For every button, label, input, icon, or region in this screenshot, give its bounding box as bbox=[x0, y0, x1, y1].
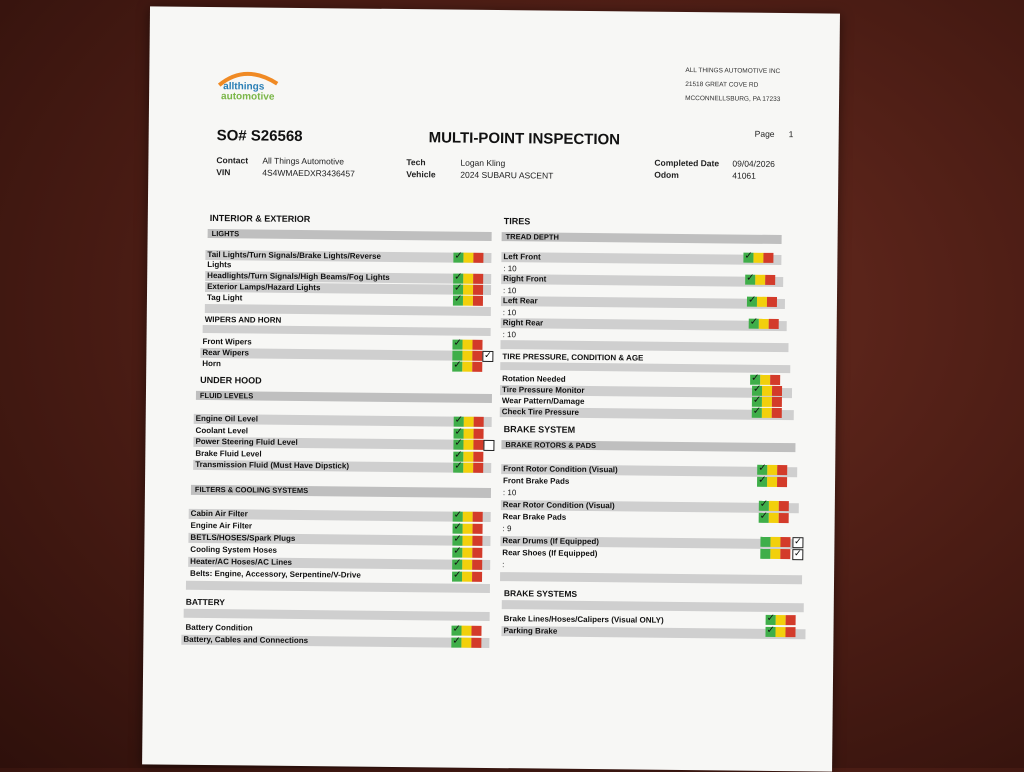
logo-text-line1: allthings bbox=[223, 81, 265, 93]
status-urgent-box[interactable] bbox=[779, 501, 789, 511]
status-good-box[interactable] bbox=[759, 513, 769, 523]
subsection-lights bbox=[208, 229, 492, 241]
rear-drums-checkbox[interactable]: ✓ bbox=[794, 537, 802, 548]
status-urgent-box[interactable] bbox=[772, 397, 782, 407]
status-good-box[interactable] bbox=[453, 296, 463, 306]
status-urgent-box[interactable] bbox=[472, 351, 482, 361]
status-transmission-fluid[interactable] bbox=[453, 463, 483, 473]
item-power-steering: Power Steering Fluid Level bbox=[195, 436, 298, 447]
item-front-wipers: Front Wipers bbox=[202, 336, 252, 347]
status-good-box[interactable] bbox=[745, 275, 755, 285]
status-good-box[interactable] bbox=[452, 560, 462, 570]
status-urgent-box[interactable] bbox=[473, 463, 483, 473]
status-rear-brake-pads[interactable] bbox=[759, 513, 789, 523]
status-urgent-box[interactable] bbox=[474, 429, 484, 439]
item-rear-drums: Rear Drums (If Equipped) bbox=[502, 536, 599, 547]
tech-value: Logan Kling bbox=[460, 157, 506, 169]
item-cabin-air-filter: Cabin Air Filter bbox=[190, 508, 248, 519]
item-engine-oil: Engine Oil Level bbox=[195, 413, 259, 424]
status-urgent-box[interactable] bbox=[772, 408, 782, 418]
status-heater-ac[interactable] bbox=[452, 560, 482, 570]
status-caution-box[interactable] bbox=[759, 319, 769, 329]
status-urgent-box[interactable] bbox=[767, 297, 777, 307]
item-horn: Horn bbox=[202, 358, 222, 369]
status-urgent-box[interactable] bbox=[473, 274, 483, 284]
status-urgent-box[interactable] bbox=[472, 362, 482, 372]
power-steering-checkbox[interactable] bbox=[483, 440, 494, 451]
status-check-tire-pressure[interactable] bbox=[752, 408, 782, 418]
status-left-rear[interactable] bbox=[747, 297, 777, 307]
company-address bbox=[685, 64, 781, 107]
company-street: 21518 GREAT COVE RD bbox=[685, 80, 759, 89]
status-good-box[interactable] bbox=[453, 253, 463, 263]
status-good-box[interactable] bbox=[452, 362, 462, 372]
item-exterior-lamps: Exterior Lamps/Hazard Lights bbox=[207, 282, 321, 293]
value-rear-brake-pads: : 9 bbox=[502, 524, 512, 534]
status-cooling-hoses[interactable] bbox=[452, 548, 482, 558]
row-shading bbox=[205, 304, 491, 316]
value-front-brake-pads: : 10 bbox=[502, 488, 517, 498]
company-name: ALL THINGS AUTOMOTIVE INC bbox=[685, 66, 781, 75]
status-belts-engine[interactable] bbox=[452, 572, 482, 582]
value-left-rear: : 10 bbox=[502, 308, 517, 318]
status-rear-drums[interactable] bbox=[760, 537, 790, 547]
row-shading bbox=[502, 600, 804, 612]
item-parking-brake: Parking Brake bbox=[503, 626, 558, 636]
completed-label: Completed Date bbox=[654, 157, 720, 169]
status-good-box[interactable] bbox=[451, 638, 461, 648]
status-caution-box[interactable] bbox=[463, 296, 473, 306]
status-good-box[interactable] bbox=[765, 627, 775, 637]
section-tire-pressure: TIRE PRESSURE, CONDITION & AGE bbox=[502, 352, 644, 363]
status-caution-box[interactable] bbox=[463, 285, 473, 295]
section-battery: BATTERY bbox=[185, 596, 226, 608]
completed-value: 09/04/2026 bbox=[732, 158, 776, 169]
status-caution-box[interactable] bbox=[464, 429, 474, 439]
status-urgent-box[interactable] bbox=[770, 375, 780, 385]
item-cooling-hoses: Cooling System Hoses bbox=[190, 544, 278, 555]
item-heater-ac: Heater/AC Hoses/AC Lines bbox=[190, 556, 293, 567]
status-left-front[interactable] bbox=[743, 253, 773, 263]
page-number: 1 bbox=[788, 129, 794, 140]
item-headlights: Headlights/Turn Signals/High Beams/Fog Lights bbox=[207, 271, 390, 282]
row-shading bbox=[501, 252, 781, 265]
status-belts-hoses-plugs[interactable] bbox=[452, 536, 482, 546]
status-good-box[interactable] bbox=[757, 477, 767, 487]
status-caution-box[interactable] bbox=[461, 638, 471, 648]
status-caution-box[interactable] bbox=[462, 340, 472, 350]
status-urgent-box[interactable] bbox=[785, 627, 795, 637]
inspection-sheet bbox=[142, 6, 840, 771]
section-wipers-horn: WIPERS AND HORN bbox=[204, 314, 282, 325]
status-good-box[interactable] bbox=[759, 501, 769, 511]
status-caution-box[interactable] bbox=[770, 537, 780, 547]
rear-shoes-checkbox[interactable]: ✓ bbox=[793, 549, 802, 560]
row-shading bbox=[500, 572, 802, 584]
status-urgent-box[interactable] bbox=[474, 417, 484, 427]
status-caution-box[interactable] bbox=[462, 351, 472, 361]
status-caution-box[interactable] bbox=[463, 440, 473, 450]
status-good-box[interactable] bbox=[752, 408, 762, 418]
subsection-label: BRAKE ROTORS & PADS bbox=[505, 440, 597, 451]
subsection-label: TREAD DEPTH bbox=[505, 232, 560, 242]
status-caution-box[interactable] bbox=[769, 513, 779, 523]
section-interior-exterior: INTERIOR & EXTERIOR bbox=[209, 213, 311, 225]
status-urgent-box[interactable] bbox=[763, 253, 773, 263]
status-battery-condition[interactable] bbox=[451, 626, 481, 636]
status-urgent-box[interactable] bbox=[473, 296, 483, 306]
subsection-rotors-pads bbox=[501, 440, 795, 452]
status-good-box[interactable] bbox=[743, 253, 753, 263]
status-good-box[interactable] bbox=[757, 465, 767, 475]
status-horn[interactable] bbox=[452, 362, 482, 372]
item-left-rear: Left Rear bbox=[502, 296, 538, 306]
section-brake-system: BRAKE SYSTEM bbox=[503, 424, 576, 435]
section-tires: TIRES bbox=[503, 216, 531, 227]
item-battery-condition: Battery Condition bbox=[185, 622, 253, 633]
status-tag-light[interactable] bbox=[453, 296, 483, 306]
status-good-box[interactable] bbox=[452, 340, 462, 350]
item-rear-rotor: Rear Rotor Condition (Visual) bbox=[502, 500, 615, 511]
value-left-front: : 10 bbox=[503, 264, 517, 274]
status-urgent-box[interactable] bbox=[472, 340, 482, 350]
status-caution-box[interactable] bbox=[770, 549, 780, 559]
status-caution-box[interactable] bbox=[762, 408, 772, 418]
status-urgent-box[interactable] bbox=[473, 452, 483, 462]
vin-label: VIN bbox=[216, 167, 231, 178]
status-caution-box[interactable] bbox=[464, 417, 474, 427]
status-urgent-box[interactable] bbox=[473, 285, 483, 295]
item-front-rotor: Front Rotor Condition (Visual) bbox=[503, 464, 618, 475]
subsection-filters-cooling bbox=[191, 485, 491, 498]
page-title: MULTI-POINT INSPECTION bbox=[428, 129, 621, 149]
status-urgent-box[interactable] bbox=[765, 275, 775, 285]
item-check-tire-pressure: Check Tire Pressure bbox=[501, 407, 580, 417]
status-good-box[interactable] bbox=[760, 537, 770, 547]
value-rear-shoes: : bbox=[502, 560, 505, 570]
status-caution-box[interactable] bbox=[463, 274, 473, 284]
status-caution-box[interactable] bbox=[767, 477, 777, 487]
status-good-box[interactable] bbox=[749, 319, 759, 329]
status-good-box[interactable] bbox=[453, 512, 463, 522]
row-shading bbox=[184, 609, 490, 621]
section-brake-systems: BRAKE SYSTEMS bbox=[503, 588, 578, 599]
status-good-box[interactable] bbox=[452, 572, 462, 582]
item-brake-lines: Brake Lines/Hoses/Calipers (Visual ONLY) bbox=[503, 614, 664, 625]
status-urgent-box[interactable] bbox=[777, 465, 787, 475]
status-caution-box[interactable] bbox=[762, 397, 772, 407]
status-good-box[interactable] bbox=[452, 548, 462, 558]
status-urgent-box[interactable] bbox=[472, 572, 482, 582]
status-urgent-box[interactable] bbox=[473, 512, 483, 522]
item-battery-cables: Battery, Cables and Connections bbox=[183, 634, 309, 646]
item-front-brake-pads: Front Brake Pads bbox=[503, 476, 570, 486]
status-caution-box[interactable] bbox=[462, 548, 472, 558]
status-rear-shoes[interactable] bbox=[760, 549, 790, 559]
status-engine-air-filter[interactable] bbox=[453, 524, 483, 534]
item-belts-engine: Belts: Engine, Accessory, Serpentine/V-Drive bbox=[190, 568, 361, 580]
status-caution-box[interactable] bbox=[463, 452, 473, 462]
status-battery-cables[interactable] bbox=[451, 638, 481, 648]
status-front-rotor[interactable] bbox=[757, 465, 787, 475]
subsection-label: FILTERS & COOLING SYSTEMS bbox=[194, 484, 309, 496]
row-shading bbox=[500, 340, 788, 352]
status-urgent-box[interactable] bbox=[777, 477, 787, 487]
subsection-fluid-levels bbox=[196, 391, 492, 403]
status-urgent-box[interactable] bbox=[473, 440, 483, 450]
item-rear-wipers: Rear Wipers bbox=[202, 347, 250, 358]
status-engine-oil[interactable] bbox=[454, 417, 484, 427]
item-belts-hoses-plugs: BETLS/HOSES/Spark Plugs bbox=[190, 532, 296, 543]
subsection-tread-depth bbox=[502, 232, 782, 244]
vehicle-label: Vehicle bbox=[406, 169, 436, 180]
status-urgent-box[interactable] bbox=[472, 536, 482, 546]
status-good-box[interactable] bbox=[451, 626, 461, 636]
status-brake-lines[interactable] bbox=[766, 615, 796, 625]
row-shading bbox=[501, 296, 785, 309]
item-coolant: Coolant Level bbox=[195, 425, 249, 436]
logo-text-line2: automotive bbox=[221, 91, 275, 103]
status-power-steering[interactable] bbox=[453, 440, 483, 450]
status-good-box[interactable] bbox=[453, 440, 463, 450]
so-number: SO# S26568 bbox=[216, 127, 303, 145]
odom-value: 41061 bbox=[732, 170, 756, 181]
status-right-front[interactable] bbox=[745, 275, 775, 285]
status-caution-box[interactable] bbox=[463, 253, 473, 263]
item-right-front: Right Front bbox=[503, 274, 547, 284]
tech-label: Tech bbox=[406, 157, 426, 168]
status-good-box[interactable] bbox=[747, 297, 757, 307]
status-urgent-box[interactable] bbox=[772, 386, 782, 396]
status-caution-box[interactable] bbox=[760, 375, 770, 385]
status-caution-box[interactable] bbox=[767, 465, 777, 475]
status-caution-box[interactable] bbox=[462, 536, 472, 546]
status-parking-brake[interactable] bbox=[765, 627, 795, 637]
status-caution-box[interactable] bbox=[463, 463, 473, 473]
status-cabin-air-filter[interactable] bbox=[453, 512, 483, 522]
row-shading bbox=[500, 362, 790, 373]
item-engine-air-filter: Engine Air Filter bbox=[190, 520, 253, 531]
status-front-brake-pads[interactable] bbox=[757, 477, 787, 487]
value-right-front: : 10 bbox=[503, 286, 517, 296]
status-caution-box[interactable] bbox=[461, 626, 471, 636]
status-caution-box[interactable] bbox=[462, 572, 472, 582]
subsection-label: LIGHTS bbox=[211, 229, 240, 239]
status-right-rear[interactable] bbox=[749, 319, 779, 329]
company-logo bbox=[215, 67, 285, 108]
status-urgent-box[interactable] bbox=[473, 253, 483, 263]
item-wear-pattern: Wear Pattern/Damage bbox=[501, 396, 585, 406]
row-shading bbox=[203, 325, 491, 336]
value-right-rear: : 10 bbox=[502, 330, 516, 340]
item-transmission-fluid: Transmission Fluid (Must Have Dipstick) bbox=[195, 459, 350, 471]
status-caution-box[interactable] bbox=[462, 362, 472, 372]
status-good-box[interactable] bbox=[453, 524, 463, 534]
status-caution-box[interactable] bbox=[463, 524, 473, 534]
row-shading bbox=[186, 581, 490, 593]
status-urgent-box[interactable] bbox=[780, 549, 790, 559]
item-brake-fluid: Brake Fluid Level bbox=[195, 448, 262, 459]
item-tag-light: Tag Light bbox=[206, 292, 243, 303]
item-rear-shoes: Rear Shoes (If Equipped) bbox=[502, 548, 598, 559]
status-good-box[interactable] bbox=[766, 615, 776, 625]
vehicle-value: 2024 SUBARU ASCENT bbox=[460, 169, 554, 181]
item-right-rear: Right Rear bbox=[502, 318, 544, 328]
odom-label: Odom bbox=[654, 169, 679, 180]
status-urgent-box[interactable] bbox=[786, 615, 796, 625]
status-good-box[interactable] bbox=[453, 463, 463, 473]
page-label: Page bbox=[754, 128, 775, 139]
status-caution-box[interactable] bbox=[753, 253, 763, 263]
status-urgent-box[interactable] bbox=[780, 537, 790, 547]
contact-label: Contact bbox=[216, 155, 249, 166]
row-shading bbox=[501, 318, 787, 331]
item-rotation-needed: Rotation Needed bbox=[502, 374, 566, 384]
status-urgent-box[interactable] bbox=[473, 524, 483, 534]
status-good-box[interactable] bbox=[760, 549, 770, 559]
status-caution-box[interactable] bbox=[762, 386, 772, 396]
status-urgent-box[interactable] bbox=[472, 548, 482, 558]
status-urgent-box[interactable] bbox=[472, 560, 482, 570]
item-tail-lights-cont: Lights bbox=[207, 260, 232, 270]
status-urgent-box[interactable] bbox=[471, 638, 481, 648]
status-good-box[interactable] bbox=[452, 536, 462, 546]
section-under-hood: UNDER HOOD bbox=[200, 374, 262, 386]
status-caution-box[interactable] bbox=[463, 512, 473, 522]
status-tail-lights[interactable] bbox=[453, 253, 483, 263]
contact-value: All Things Automotive bbox=[262, 155, 345, 167]
item-left-front: Left Front bbox=[503, 252, 541, 262]
item-tail-lights: Tail Lights/Turn Signals/Brake Lights/Reverse bbox=[207, 250, 381, 261]
status-caution-box[interactable] bbox=[776, 615, 786, 625]
vin-value: 4S4WMAEDXR3436457 bbox=[262, 167, 355, 179]
rear-wipers-checkbox[interactable]: ✓ bbox=[484, 350, 492, 361]
status-front-wipers[interactable] bbox=[452, 340, 482, 350]
status-caution-box[interactable] bbox=[757, 297, 767, 307]
status-caution-box[interactable] bbox=[769, 501, 779, 511]
status-urgent-box[interactable] bbox=[779, 513, 789, 523]
status-urgent-box[interactable] bbox=[471, 626, 481, 636]
status-rear-rotor[interactable] bbox=[759, 501, 789, 511]
item-tire-pressure-monitor: Tire Pressure Monitor bbox=[501, 385, 585, 395]
subsection-label: FLUID LEVELS bbox=[199, 390, 254, 401]
company-city: MCCONNELLSBURG, PA 17233 bbox=[685, 94, 781, 103]
status-urgent-box[interactable] bbox=[769, 319, 779, 329]
item-rear-brake-pads: Rear Brake Pads bbox=[502, 512, 567, 522]
status-good-box[interactable] bbox=[454, 417, 464, 427]
status-caution-box[interactable] bbox=[775, 627, 785, 637]
status-caution-box[interactable] bbox=[462, 560, 472, 570]
status-caution-box[interactable] bbox=[755, 275, 765, 285]
